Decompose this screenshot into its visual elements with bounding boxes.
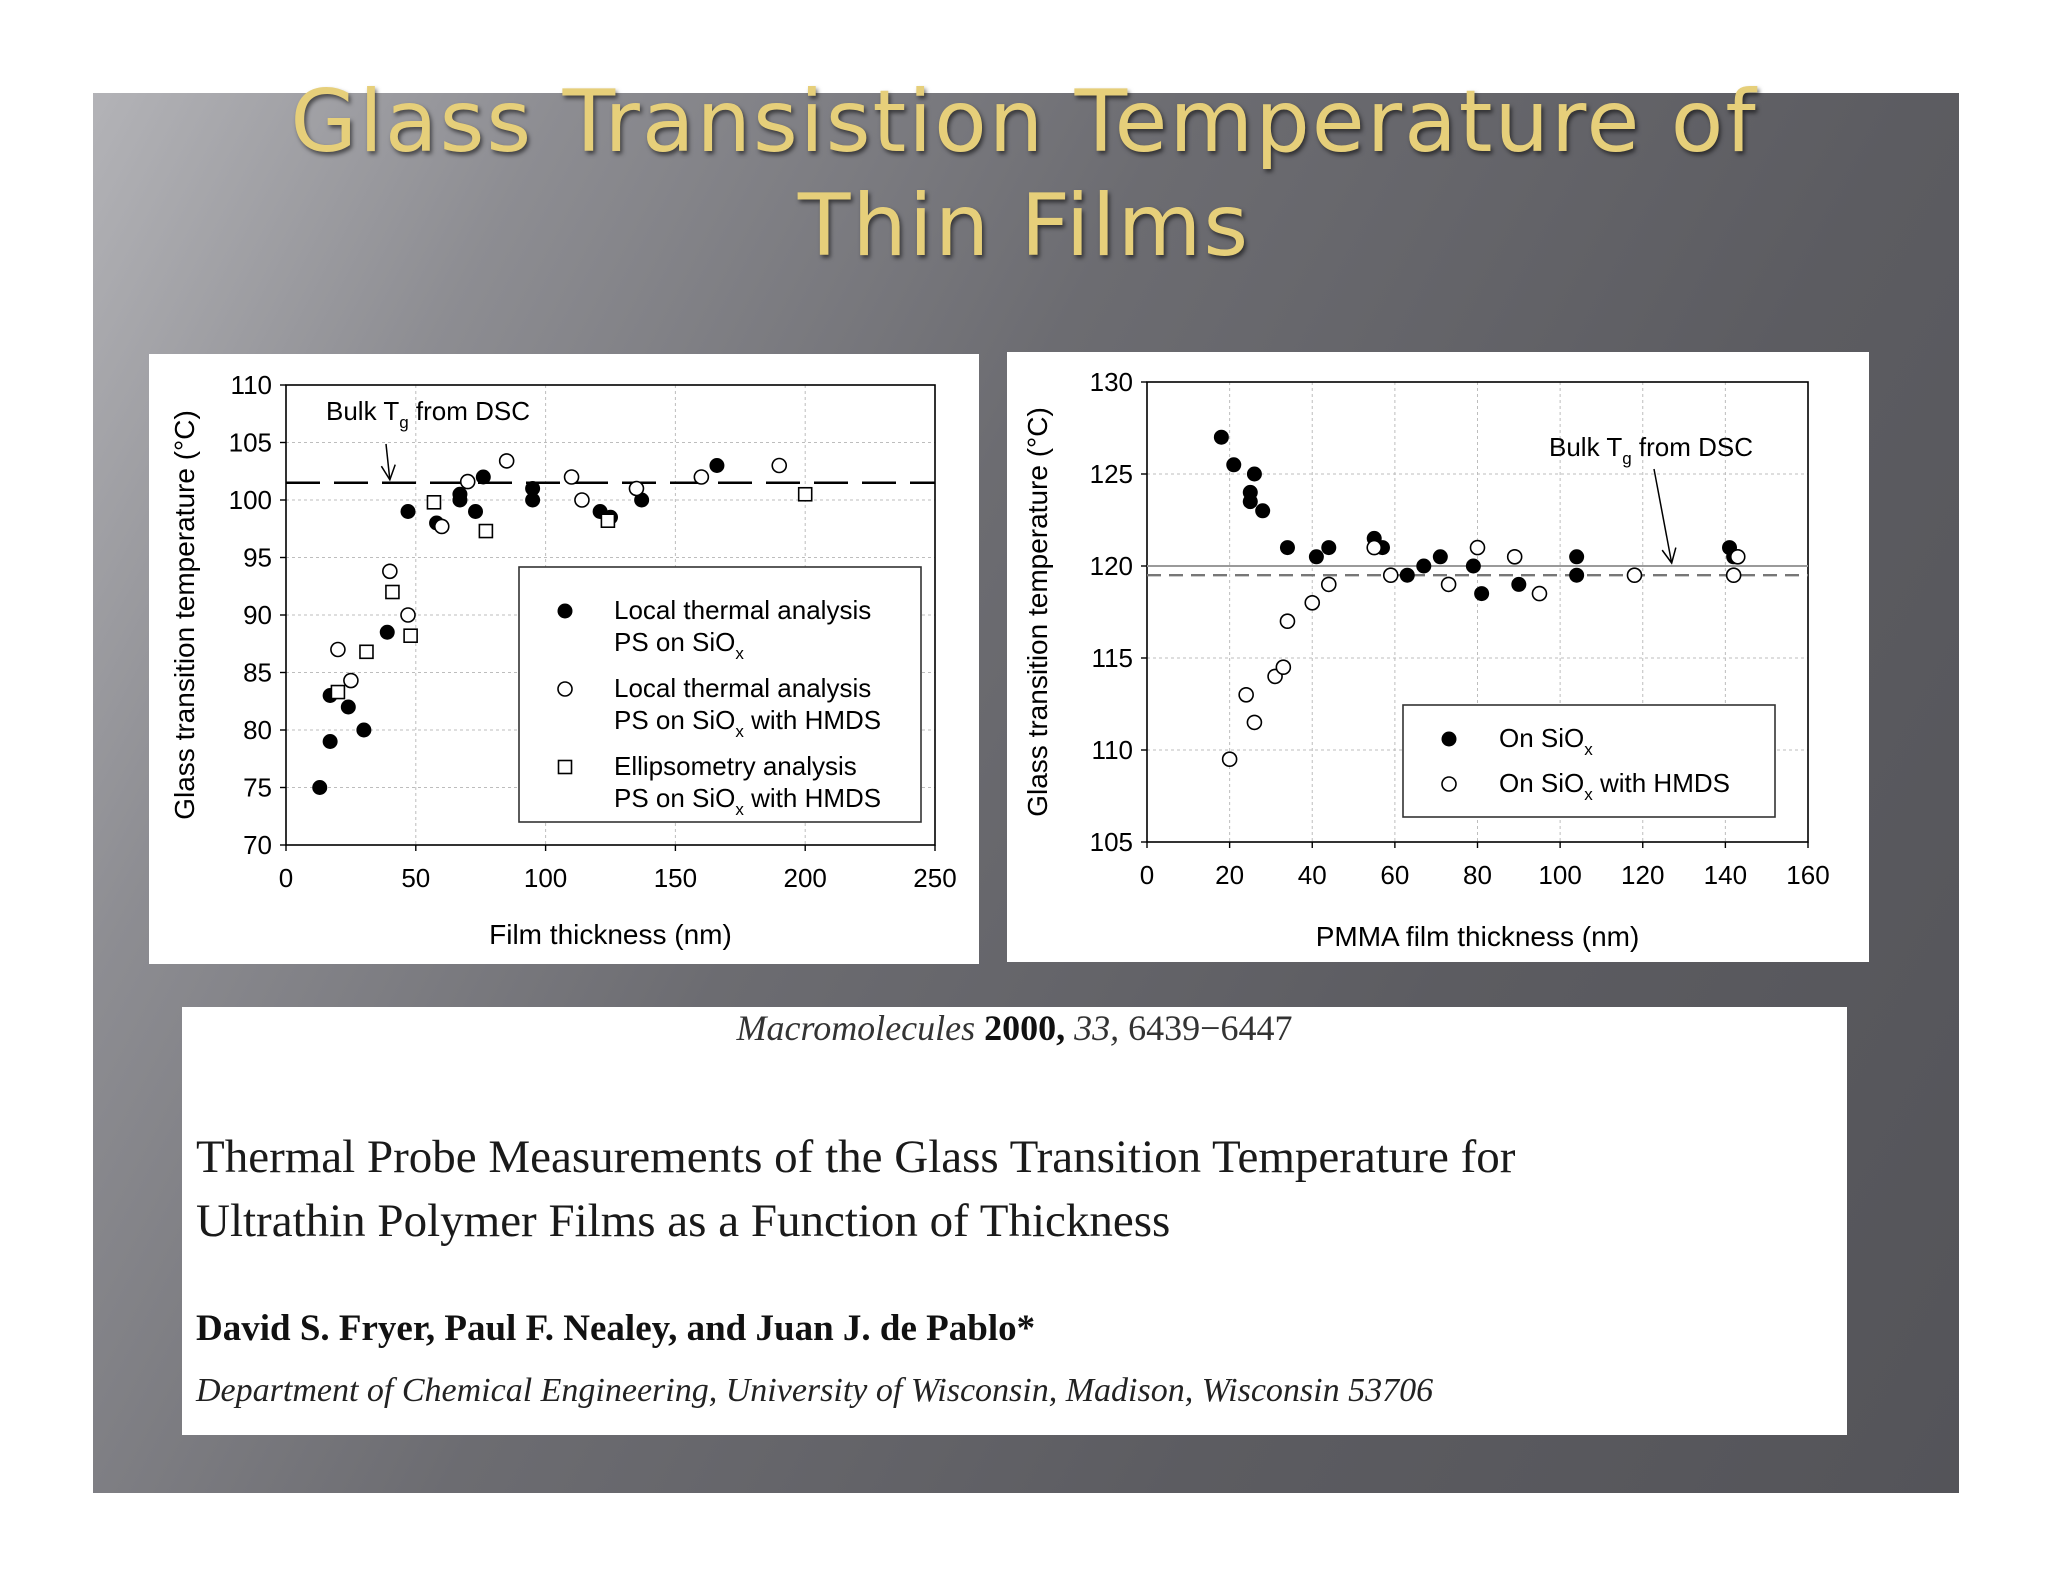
legend-text: On SiO [1499,723,1585,753]
data-point-s2-1 [1223,752,1237,766]
chart-ps-tg-vs-thickness [149,354,979,964]
legend-subscript: x [735,722,744,741]
y-tick-label-2: 115 [1091,643,1133,673]
y-tick-label-2: 80 [243,715,272,745]
data-point-s2-6 [1280,614,1294,628]
legend-text: PS on SiO [614,783,736,813]
legend-marker-1 [558,604,573,619]
annotation-text: Bulk T [1549,432,1623,462]
legend-text-rest: with HMDS [1592,768,1730,798]
x-tick-label-5: 250 [913,863,957,893]
data-point-s2-6 [461,475,475,489]
data-point-s2-8 [1322,577,1336,591]
legend-text-rest: with HMDS [743,783,882,813]
slide-title [0,70,2048,278]
x-tick-label-4: 80 [1463,860,1492,890]
data-point-s1-10 [452,493,467,508]
data-point-s1-12 [1400,568,1415,583]
y-tick-label-4: 90 [243,600,272,630]
legend-label-1-line-1: Local thermal analysis [614,595,872,625]
data-point-s2-11 [694,470,708,484]
data-point-s1-5 [356,723,371,738]
x-tick-label-0: 0 [1139,860,1155,890]
data-point-s3-5 [427,496,440,509]
annotation-arrow [1654,469,1672,563]
chart-panel-ps [149,354,979,964]
data-point-s2-14 [1532,587,1546,601]
data-point-s2-5 [435,519,449,533]
data-point-s1-12 [476,470,491,485]
legend-subscript: x [735,644,744,663]
y-tick-label-1: 110 [1091,735,1133,765]
article-title-line-2: Ultrathin Polymer Films as a Function of Thickness [196,1195,1171,1247]
data-point-s1-4 [1243,494,1258,509]
data-point-s1-16 [1474,586,1489,601]
article-authors: David S. Fryer, Paul F. Nealey, and Juan J. de Pablo* [196,1308,1036,1349]
data-point-s1-2 [1226,457,1241,472]
data-point-s2-8 [565,470,579,484]
legend-text: PS on SiO [614,705,736,735]
journal-name: Macromolecules [736,1008,976,1048]
data-point-s1-4 [341,700,356,715]
article-title-line-1: Thermal Probe Measurements of the Glass Transition Temperature for [196,1131,1516,1183]
data-point-s1-6 [380,625,395,640]
data-point-s2-1 [331,643,345,657]
data-point-s3-1 [331,686,344,699]
x-tick-label-4: 200 [783,863,827,893]
data-point-s3-8 [799,488,812,501]
x-tick-label-1: 50 [401,863,431,893]
bulk-tg-annotation [326,396,530,432]
y-tick-label-5: 130 [1089,367,1133,397]
data-point-s2-10 [629,482,643,496]
annotation-subscript: g [1622,449,1632,468]
y-tick-label-1: 75 [243,772,272,803]
x-tick-label-2: 40 [1297,860,1327,890]
slide-title-line-2: Thin Films [797,176,1251,276]
data-point-s3-7 [601,514,614,527]
journal-volume: 33, [1074,1008,1120,1048]
y-tick-label-5: 95 [243,542,272,573]
data-point-s1-1 [312,780,327,795]
data-point-s2-5 [1276,660,1290,674]
legend-text: On SiO [1499,768,1585,798]
chart-panel-pmma [1007,352,1869,962]
data-point-s2-2 [1239,688,1253,702]
y-tick-label-3: 85 [243,657,272,688]
annotation-suffix: from DSC [408,396,531,426]
data-point-s1-14 [1433,549,1448,564]
data-point-s1-6 [1255,503,1270,518]
x-tick-label-1: 20 [1215,860,1245,890]
annotation-text: Bulk T [326,396,400,426]
legend-label-3-line-1: Ellipsometry analysis [614,751,857,781]
data-point-s2-2 [344,674,358,688]
data-point-s3-2 [360,645,373,658]
y-axis-label: Glass transition temperature (°C) [169,410,200,820]
chart-pmma-tg-vs-thickness [1007,352,1869,962]
legend-subscript: x [1584,785,1593,804]
data-point-s2-7 [1305,596,1319,610]
data-point-s1-7 [1280,540,1295,555]
data-point-s1-5 [1247,467,1262,482]
legend-marker-1 [1442,732,1457,747]
data-point-s2-3 [383,564,397,578]
data-point-s1-1 [1214,430,1229,445]
data-point-s3-4 [404,629,417,642]
data-point-s1-14 [525,481,540,496]
slide-title-line-1: Glass Transistion Temperature of [290,72,1758,172]
data-point-s1-19 [1569,568,1584,583]
journal-reference [182,1007,1847,1049]
data-point-s2-9 [575,493,589,507]
data-point-s1-18 [709,458,724,473]
data-point-s3-6 [479,525,492,538]
journal-year: 2000, [984,1008,1066,1048]
legend-marker-2 [1442,777,1456,791]
annotation-suffix: from DSC [1631,432,1754,462]
data-point-s1-9 [1321,540,1336,555]
x-tick-label-7: 140 [1703,860,1748,890]
data-point-s2-12 [1471,541,1485,555]
data-point-s2-3 [1247,715,1261,729]
data-point-s1-7 [401,504,416,519]
data-point-s1-18 [1569,549,1584,564]
y-tick-label-3: 120 [1089,551,1133,581]
data-point-s1-8 [1309,549,1324,564]
data-point-s2-11 [1442,577,1456,591]
legend-subscript: x [735,800,744,819]
legend-marker-3 [559,761,572,774]
annotation-subscript: g [399,413,409,432]
y-tick-label-8: 110 [230,370,272,400]
data-point-s2-13 [1508,550,1522,564]
data-point-s1-11 [468,504,483,519]
x-axis-label: Film thickness (nm) [489,919,732,950]
data-point-s3-3 [386,586,399,599]
data-point-s2-17 [1731,550,1745,564]
journal-pages: 6439−6447 [1128,1008,1293,1048]
data-point-s2-4 [401,608,415,622]
legend-text: PS on SiO [614,627,736,657]
y-tick-label-4: 125 [1089,459,1133,489]
data-point-s2-15 [1627,568,1641,582]
data-point-s2-16 [1727,568,1741,582]
x-tick-label-3: 60 [1380,860,1410,890]
y-axis-label: Glass transition temperature (°C) [1022,407,1053,817]
y-tick-label-6: 100 [228,485,272,515]
legend-text-rest: with HMDS [743,705,882,735]
legend-label-2-line-1: Local thermal analysis [614,673,872,703]
article-affiliation: Department of Chemical Engineering, University of Wisconsin, Madison, Wisconsin 53706 [196,1372,1434,1409]
data-point-s2-9 [1367,541,1381,555]
x-tick-label-3: 150 [653,863,698,893]
y-tick-label-7: 105 [228,427,272,458]
x-tick-label-6: 120 [1621,860,1665,890]
y-tick-label-0: 70 [243,830,272,860]
data-point-s1-2 [323,734,338,749]
data-point-s1-17 [1511,577,1526,592]
y-tick-label-0: 105 [1089,827,1133,857]
x-tick-label-8: 160 [1786,860,1830,890]
citation-box [182,1007,1847,1435]
x-tick-label-2: 100 [523,863,568,893]
data-point-s2-10 [1384,568,1398,582]
data-point-s1-15 [1466,559,1481,574]
legend-marker-2 [558,682,572,696]
legend-subscript: x [1584,740,1593,759]
x-axis-label: PMMA film thickness (nm) [1315,921,1640,952]
data-point-s2-12 [772,459,786,473]
article-title [196,1125,1836,1253]
data-point-s1-13 [1416,559,1431,574]
bulk-tg-annotation [1549,432,1753,468]
x-tick-label-5: 100 [1538,860,1582,890]
x-tick-label-0: 0 [278,863,294,893]
data-point-s2-7 [500,454,514,468]
